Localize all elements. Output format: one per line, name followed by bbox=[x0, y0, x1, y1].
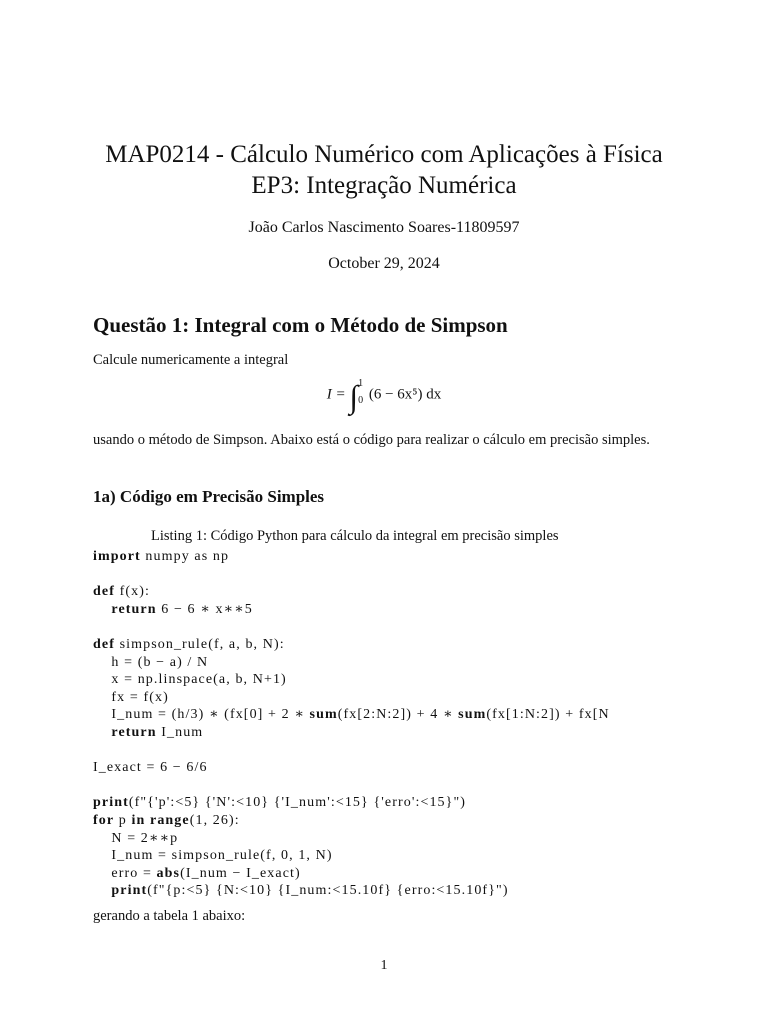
integrand: (6 − 6x⁵) dx bbox=[368, 386, 442, 403]
document-title-line2: EP3: Integração Numérica bbox=[251, 172, 517, 199]
code-keyword: return bbox=[111, 724, 157, 740]
code-keyword: print bbox=[93, 795, 129, 811]
code-text: (I_num − I_exact) bbox=[180, 865, 301, 881]
code-text: I_num = simpson_rule(f, 0, 1, N) bbox=[93, 848, 333, 864]
code-text: (fx[2:N:2]) + 4 ∗ bbox=[337, 707, 459, 723]
code-text: numpy as np bbox=[140, 549, 230, 564]
equation-lhs: I = bbox=[326, 386, 346, 403]
document-title-line1: MAP0214 - Cálculo Numérico com Aplicações à Física bbox=[105, 141, 663, 168]
code-text: (1, 26): bbox=[189, 812, 240, 828]
code-text: I_num = (h/3) ∗ (fx[0] + 2 ∗ bbox=[93, 707, 310, 723]
code-line bbox=[93, 724, 768, 742]
code-text: fx = f(x) bbox=[93, 689, 169, 705]
code-keyword: for bbox=[93, 812, 115, 828]
code-text: I_num bbox=[156, 724, 204, 740]
code-text: h = (b − a) / N bbox=[93, 654, 209, 670]
code-line bbox=[93, 654, 768, 672]
author-name: João Carlos Nascimento Soares-11809597 bbox=[248, 219, 520, 236]
page-number: 1 bbox=[380, 958, 388, 973]
code-text: N = 2∗∗p bbox=[93, 830, 179, 846]
code-text: f(x): bbox=[114, 584, 150, 600]
code-line bbox=[93, 794, 768, 812]
code-line bbox=[93, 618, 768, 636]
code-keyword: range bbox=[150, 812, 190, 828]
code-keyword: import bbox=[93, 549, 141, 564]
code-line bbox=[93, 865, 768, 883]
document-date: October 29, 2024 bbox=[328, 255, 440, 272]
closing-paragraph: gerando a tabela 1 abaixo: bbox=[93, 908, 246, 924]
code-line bbox=[93, 601, 768, 619]
code-line bbox=[93, 882, 768, 900]
code-text: simpson_rule(f, a, b, N): bbox=[114, 636, 285, 652]
code-line bbox=[93, 830, 768, 848]
explanation-paragraph: usando o método de Simpson. Abaixo está o código para realizar o cálculo em precisão simples. bbox=[93, 432, 650, 448]
integral-equation bbox=[0, 378, 768, 415]
code-text: 6 − 6 ∗ x∗∗5 bbox=[156, 601, 253, 617]
code-listing bbox=[93, 548, 768, 900]
code-text: x = np.linspace(a, b, N+1) bbox=[93, 672, 287, 688]
code-line bbox=[93, 636, 768, 654]
code-text: erro = bbox=[93, 865, 157, 881]
upper-limit: 1 bbox=[358, 378, 364, 389]
code-keyword: def bbox=[93, 636, 115, 652]
lower-limit: 0 bbox=[358, 395, 364, 406]
code-keyword: def bbox=[93, 584, 115, 600]
code-line bbox=[93, 583, 768, 601]
code-line bbox=[93, 706, 768, 724]
code-keyword: sum bbox=[309, 707, 338, 723]
code-text: I_exact = 6 − 6/6 bbox=[93, 760, 208, 776]
code-text: (fx[1:N:2]) + fx[N bbox=[486, 707, 610, 723]
code-text: (f"{'p':<5} {'N':<10} {'I_num':<15} {'erro':<15}") bbox=[128, 795, 467, 811]
code-line bbox=[93, 548, 768, 566]
section-heading: Questão 1: Integral com o Método de Simpson bbox=[93, 313, 508, 337]
listing-caption: Listing 1: Código Python para cálculo da integral em precisão simples bbox=[151, 528, 559, 544]
code-keyword: sum bbox=[458, 707, 487, 723]
code-text: (f"{p:<5} {N:<10} {I_num:<15.10f} {erro:<15.10f}") bbox=[147, 883, 509, 899]
code-keyword: in bbox=[131, 812, 146, 828]
code-line bbox=[93, 812, 768, 830]
code-keyword: return bbox=[111, 601, 157, 617]
code-line bbox=[93, 671, 768, 689]
integral-limits bbox=[358, 378, 363, 412]
code-line bbox=[93, 742, 768, 760]
code-line bbox=[93, 566, 768, 584]
code-line bbox=[93, 847, 768, 865]
code-text bbox=[93, 883, 111, 898]
code-keyword: print bbox=[111, 883, 148, 899]
code-text bbox=[93, 725, 111, 740]
integral-sign: ∫ bbox=[349, 378, 359, 415]
code-line bbox=[93, 759, 768, 777]
code-text bbox=[93, 602, 111, 617]
code-line bbox=[93, 777, 768, 795]
code-text: p bbox=[114, 812, 132, 828]
intro-paragraph: Calcule numericamente a integral bbox=[93, 352, 289, 368]
subsection-heading: 1a) Código em Precisão Simples bbox=[93, 487, 325, 506]
code-keyword: abs bbox=[156, 865, 181, 881]
code-line bbox=[93, 689, 768, 707]
